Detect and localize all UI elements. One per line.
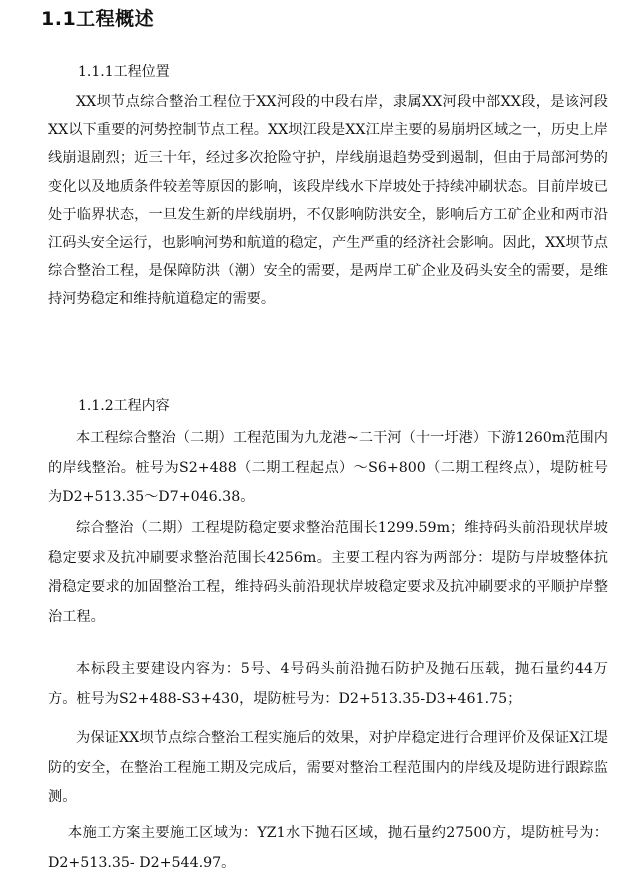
content-paragraph-range: 综合整治（二期）工程堤防稳定要求整治范围长1299.59m；维持码头前沿现状岸坡稳定要求及抗冲刷要求整治范围长4256m。主要工程内容为两部分：堤防与岸坡整体抗滑稳定要求的加固整治工程，维持码头前沿现状岸坡稳定要求及抗冲刷要求的平顺护岸整治工程。: [48, 520, 608, 625]
subsection-title-content: 1.1.2工程内容: [78, 398, 170, 414]
content-paragraph-scope: 本工程综合整治（二期）工程范围为九龙港~二干河（十一圩港）下游1260m范围内的岸线整治。桩号为S2+488（二期工程起点）～S6+800（二期工程终点），堤防桩号为D2+513.35～D7+046.38。: [48, 430, 608, 505]
content-paragraph-monitoring: 为保证XX坝节点综合整治工程实施后的效果，对护岸稳定进行合理评价及保证X江堤防的安全，在整治工程施工期及完成后，需要对整治工程范围内的岸线及堤防进行跟踪监测。: [48, 730, 608, 805]
location-paragraph: XX坝节点综合整治工程位于XX河段的中段右岸，隶属XX河段中部XX段，是该河段XX以下重要的河势控制节点工程。XX坝江段是XX江岸主要的易崩坍区域之一，历史上岸线崩退剧烈；近三十年，经过多次抢险守护，岸线崩退趋势受到遏制，但由于局部河势的变化以及地质条件较差等原因的影响，该段岸线水下岸坡处于持续冲刷状态。目前岸坡已处于临界状态，一旦发生新的岸线崩坍，不仅影响防洪安全，影响后方工矿企业和两市沿江码头安全运行，也影响河势和航道的稳定，产生严重的经济社会影响。因此，XX坝节点综合整治工程，是保障防洪（潮）安全的需要，是两岸工矿企业及码头安全的需要，是维持河势稳定和维持航道稳定的需要。: [48, 94, 608, 308]
section-heading: 1.1工程概述: [41, 8, 155, 30]
subsection-title-location: 1.1.1工程位置: [78, 64, 170, 80]
content-paragraph-bid-section: 本标段主要建设内容为：5号、4号码头前沿抛石防护及抛石压载，抛石量约44万方。桩号为S2+488-S3+430，堤防桩号为：D2+513.35-D3+461.75；: [48, 661, 608, 707]
content-paragraph-construction-area: 本施工方案主要施工区域为：YZ1水下抛石区域，抛石量约27500方，堤防桩号为：D2+513.35- D2+544.97。: [48, 825, 608, 871]
